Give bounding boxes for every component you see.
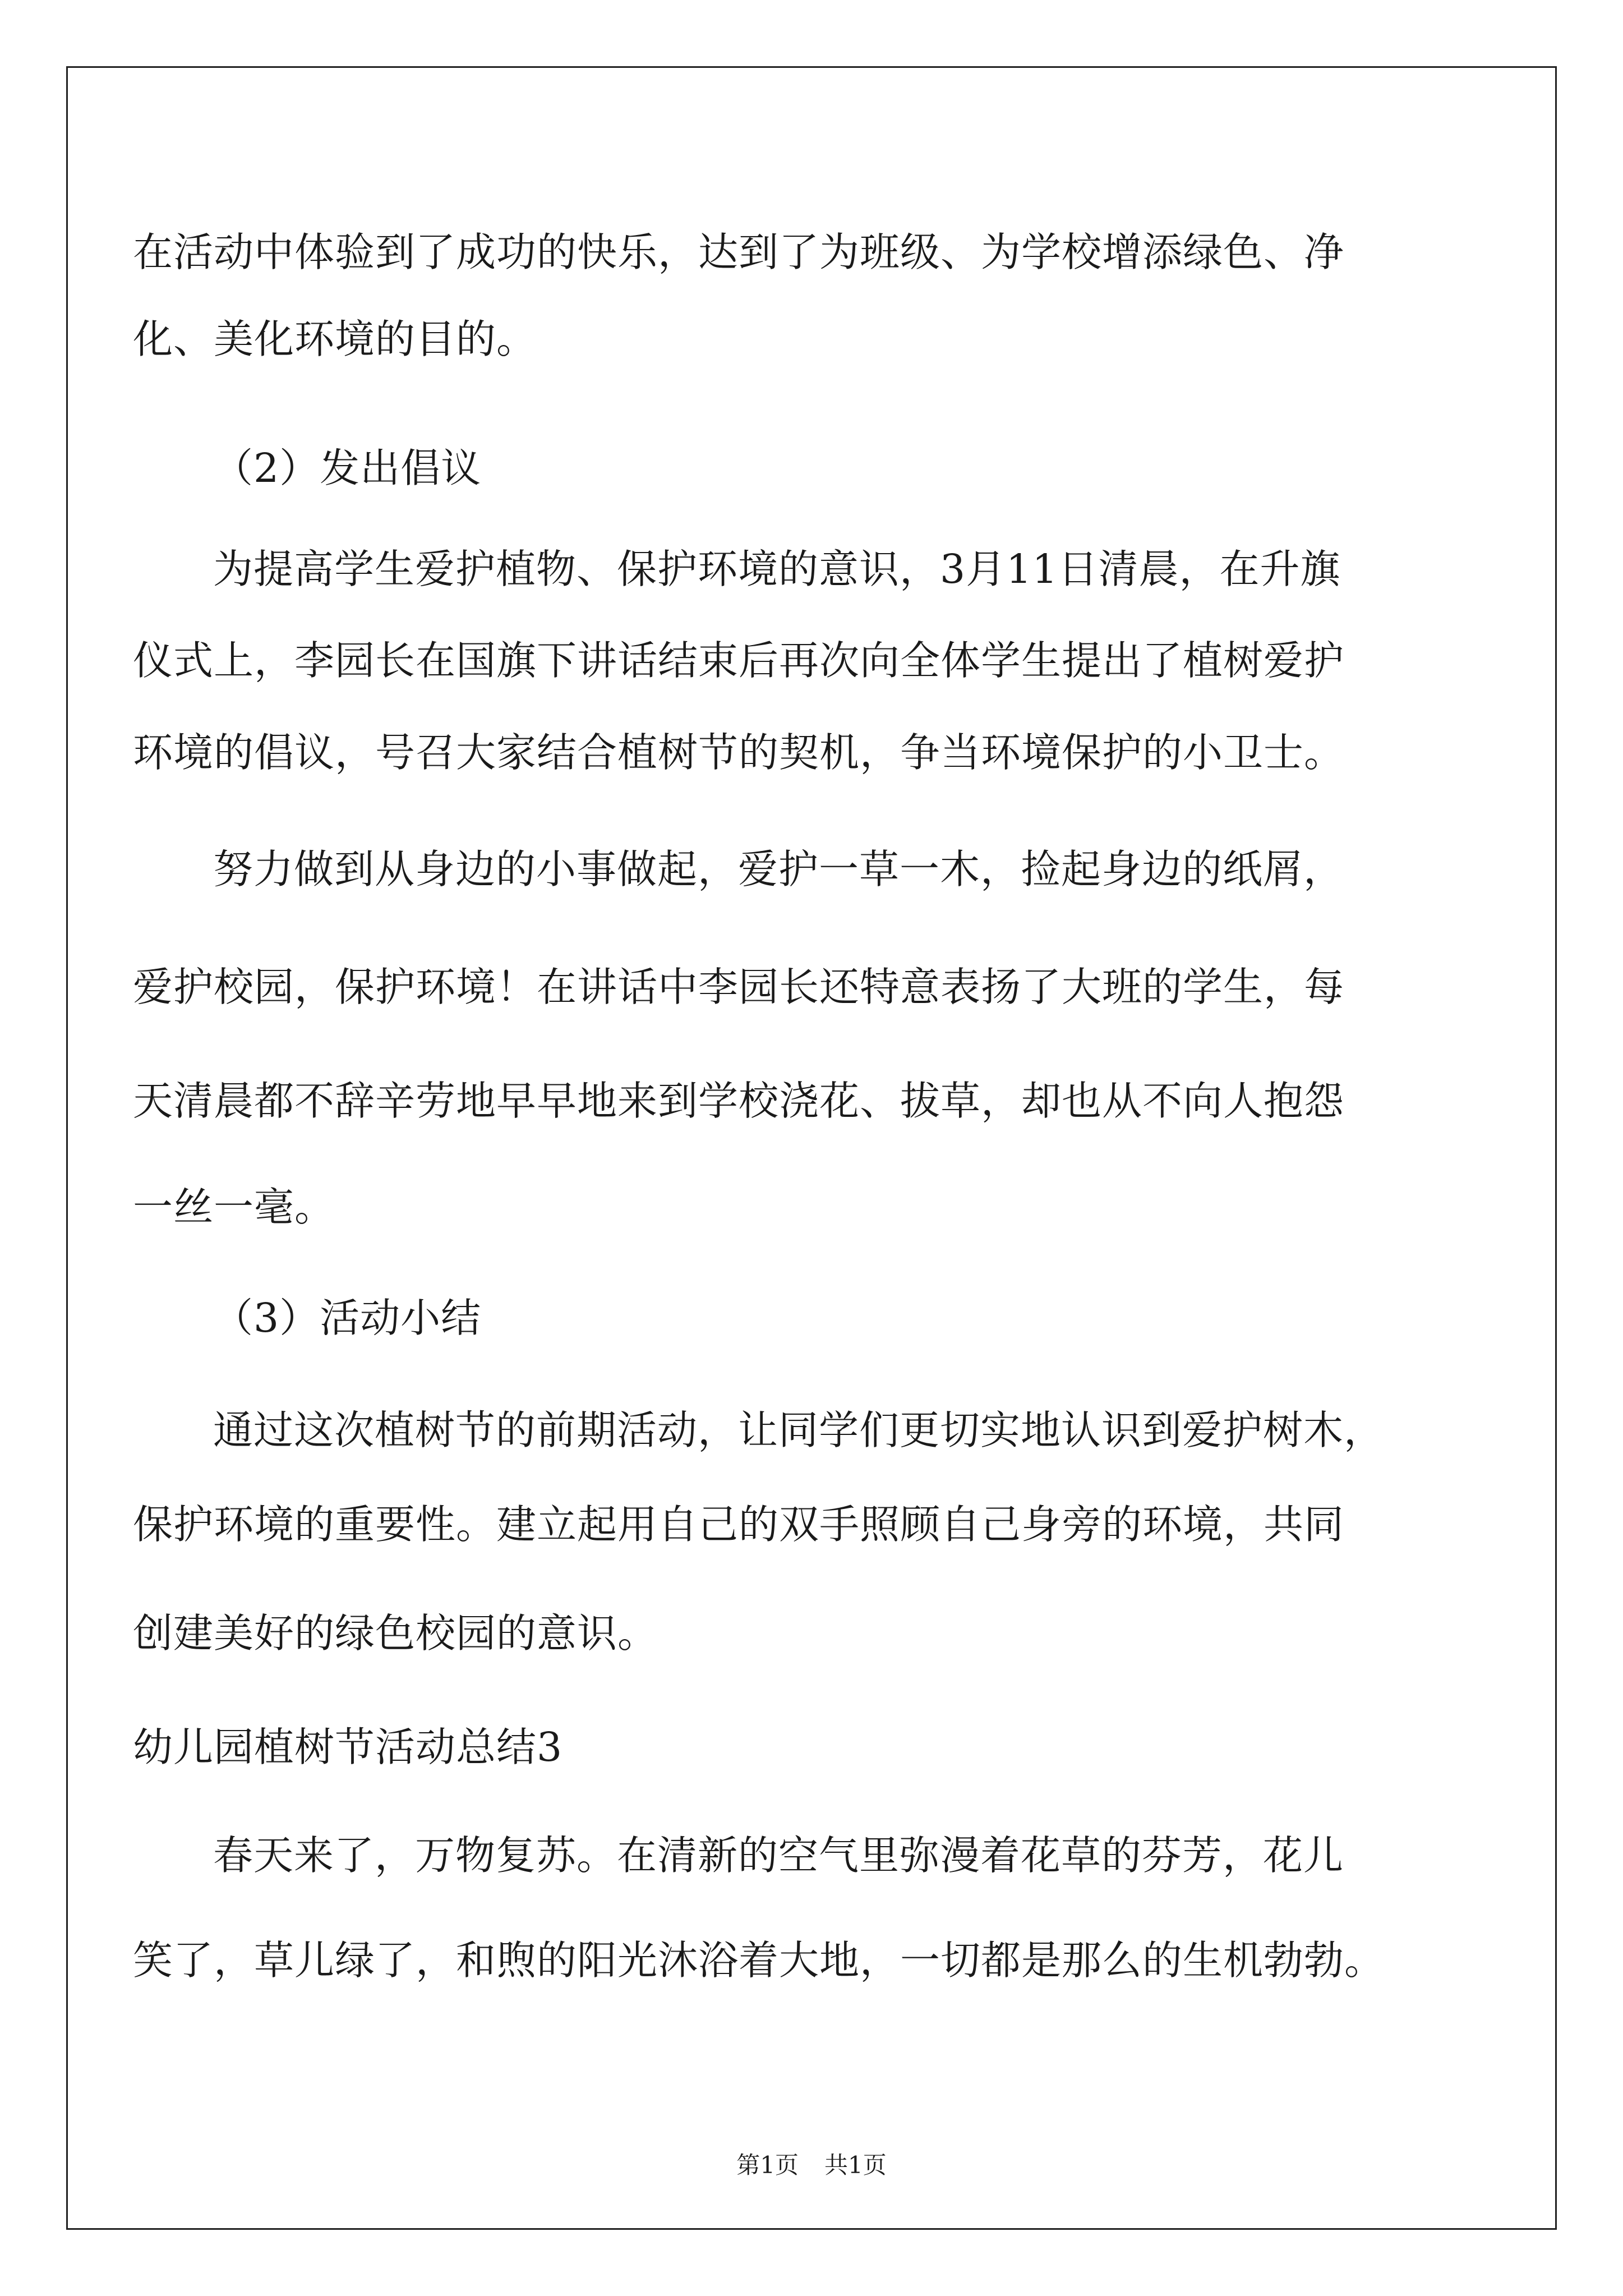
page-total: 共1页 [824,2151,887,2179]
text-line: 创建美好的绿色校园的意识。 [133,1610,658,1657]
page-footer [0,2148,1623,2182]
page-number: 第1页 [736,2151,799,2179]
text-line: 一丝一毫。 [133,1184,335,1230]
section-heading: （3）活动小结 [213,1295,482,1341]
text-line: 爱护校园，保护环境！在讲话中李园长还特意表扬了大班的学生，每 [133,964,1345,1010]
text-line: 仪式上，李园长在国旗下讲话结束后再次向全体学生提出了植树爱护 [133,637,1345,684]
document-title: 幼儿园植树节活动总结3 [133,1724,563,1770]
text-line: 化、美化环境的目的。 [133,316,537,362]
text-line: 环境的倡议，号召大家结合植树节的契机，争当环境保护的小卫士。 [133,729,1345,776]
text-line: 天清晨都不辞辛劳地早早地来到学校浇花、拔草，却也从不向人抱怨 [133,1078,1345,1124]
text-line: 笑了，草儿绿了，和煦的阳光沐浴着大地，一切都是那么的生机勃勃。 [133,1937,1385,1984]
page-border [66,66,1557,2230]
text-line: 通过这次植树节的前期活动，让同学们更切实地认识到爱护树木， [213,1407,1385,1453]
text-line: 努力做到从身边的小事做起，爱护一草一木，捡起身边的纸屑， [213,846,1344,892]
text-line: 春天来了，万物复苏。在清新的空气里弥漫着花草的芬芳，花儿 [213,1832,1344,1879]
text-line: 保护环境的重要性。建立起用自己的双手照顾自己身旁的环境，共同 [133,1501,1345,1548]
section-heading: （2）发出倡议 [213,445,482,491]
text-line: 在活动中体验到了成功的快乐，达到了为班级、为学校增添绿色、净 [133,229,1345,275]
text-line: 为提高学生爱护植物、保护环境的意识，3月11日清晨，在升旗 [213,546,1341,592]
